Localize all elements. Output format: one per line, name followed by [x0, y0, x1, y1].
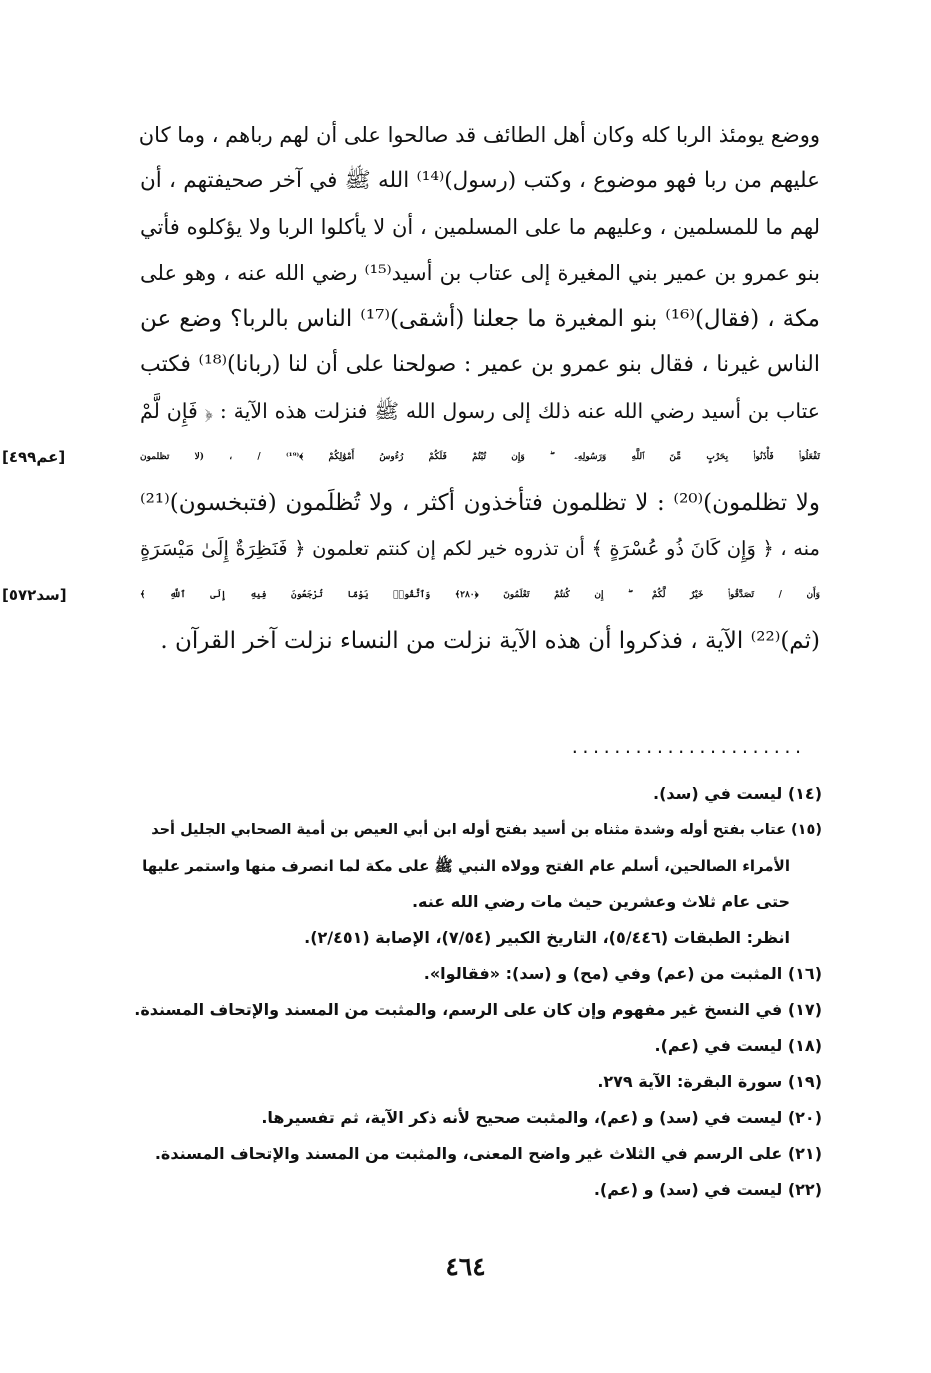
text-line: الناس غيرنا ، فقال بنو عمرو بن عمير : صولحنا على أن لنا (ربانا)⁽¹⁸⁾ فكتب	[140, 352, 820, 377]
text-line-with-margin-ref	[2, 572, 820, 618]
footnote-separator: ......................	[570, 738, 804, 757]
quran-line-text: وَأَن / تَصَدَّقُوا۟ خَيْرٌ لَّكُمْ ۖ إِن كُنتُمْ تَعْلَمُونَ ﴿٢٨٠﴾ وَٱتَّقُوا۟ يَوْمًا تُرْجَعُونَ فِيهِ إِلَى ٱللَّهِ ﴾	[140, 590, 820, 600]
text-line: لهم ما للمسلمين ، وعليهم ما على المسلمين ، أن لا يأكلوا الربا ولا يؤكلوه فأتي	[140, 215, 820, 239]
text-line: منه ، ﴿ وَإِن كَانَ ذُو عُسْرَةٍ ﴾ أن تذروه خير لكم إن كنتم تعلمون ﴿ فَنَظِرَةٌ إِلَىٰ مَيْسَرَةٍ	[140, 537, 820, 560]
text-line: ولا تظلمون)⁽²⁰⁾ : لا تظلمون فتأخذون أكثر ، ولا تُظلَمون (فتبخسون)⁽²¹⁾	[140, 490, 820, 516]
footnote-continuation: حتى عام ثلاث وعشرين حيث مات رضي الله عنه.	[411, 892, 790, 911]
quran-line-text: تَفْعَلُوا۟ فَأْذَنُوا۟ بِحَرْبٍ مِّنَ ٱللَّهِ وَرَسُولِهِۦ ۖ وَإِن تُبْتُمْ فَلَكُمْ رُءُوسُ أَمْوَٰلِكُمْ ﴾⁽¹⁹⁾ / ، (لا تظلمون	[140, 452, 820, 462]
text-line: (ثم)⁽²²⁾ الآية ، فذكروا أن هذه الآية نزلت من النساء نزلت آخر القرآن .	[160, 628, 820, 654]
text-line-with-margin-ref	[2, 434, 820, 480]
text-line: عتاب بن أسيد رضي الله عنه ذلك إلى رسول الله ﷺ فنزلت هذه الآية : ﴿ فَإِن لَّمْ	[140, 399, 820, 423]
text-line: عليهم من ربا فهو موضوع ، وكتب (رسول)⁽¹⁴⁾ الله ﷺ في آخر صحيفتهم ، أن	[140, 168, 820, 193]
footnote: (١٦) المثبت من (عم) وفي (مح) و (سد): «فقالوا».	[423, 964, 822, 983]
footnote: (١٧) في النسخ غير مفهوم وإن كان على الرسم، والمثبت من المسند والإتحاف المسندة.	[134, 1000, 822, 1019]
text-line: ووضع يومئذ الربا كله وكان أهل الطائف قد صالحوا على أن لهم رباهم ، وما كان	[138, 123, 820, 147]
footnote-continuation: الأمراء الصالحين، أسلم عام الفتح وولاه النبي ﷺ على مكة لما انصرف منها واستمر عليها	[142, 857, 790, 875]
page-number: ٤٦٤	[445, 1252, 486, 1281]
footnotes	[132, 776, 822, 1208]
margin-reference-1: [عم٤٩٩]	[2, 448, 66, 466]
footnote: (١٥) عتاب بفتح أوله وشدة مثناه بن أسيد بفتح أوله ابن أبي العيص بن أمية الصحابي الجليل أحد	[151, 822, 822, 838]
text-line: بنو عمرو بن عمير بني المغيرة إلى عتاب بن أسيد⁽¹⁵⁾ رضي الله عنه ، وهو على	[140, 261, 820, 285]
footnote: (١٨) ليست في (عم).	[654, 1036, 822, 1055]
footnote-continuation: انظر: الطبقات (٥/٤٤٦)، التاريخ الكبير (٧/٥٤)، الإصابة (٢/٤٥١).	[304, 928, 790, 947]
footnote: (١٤) ليست في (سد).	[653, 784, 822, 803]
main-text	[2, 112, 821, 664]
text-line: مكة ، (فقال)⁽¹⁶⁾ بنو المغيرة ما جعلنا (أشقى)⁽¹⁷⁾ الناس بالربا؟ وضع عن	[140, 306, 821, 332]
footnote: (٢٢) ليست في (سد) و (عم).	[593, 1180, 822, 1199]
footnote: (٢٠) ليست في (سد) و (عم)، والمثبت صحيح لأنه ذكر الآية، ثم تفسيرها.	[261, 1108, 822, 1127]
footnote: (١٩) سورة البقرة: الآية ٢٧٩.	[597, 1072, 822, 1091]
footnote: (٢١) على الرسم في الثلاث غير واضح المعنى، والمثبت من المسند والإتحاف المسندة.	[154, 1144, 822, 1163]
margin-reference-2: [سد٥٧٢]	[2, 586, 67, 604]
